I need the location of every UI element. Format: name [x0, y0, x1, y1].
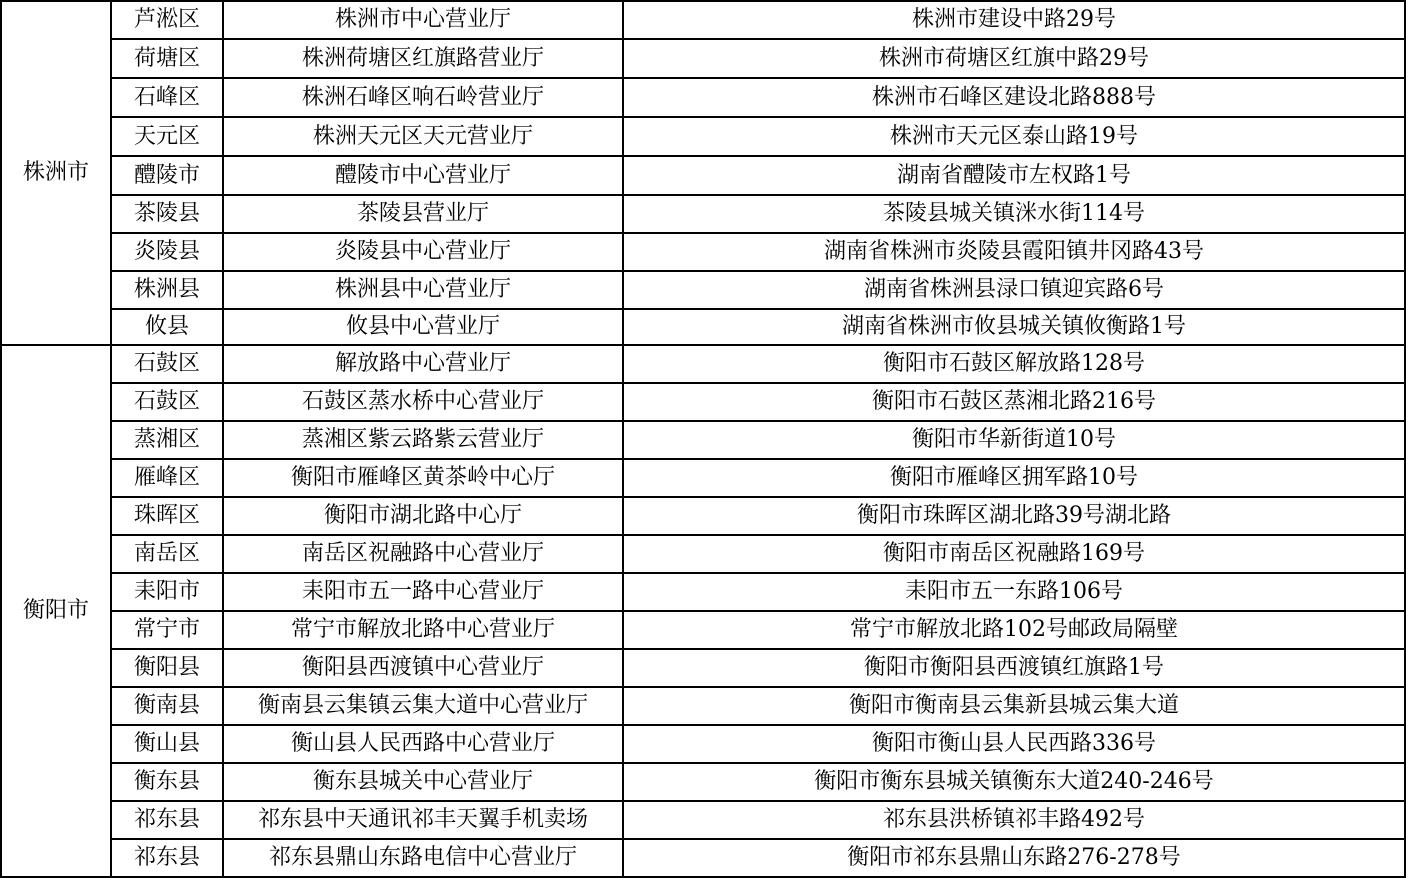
hall-name-cell: 解放路中心营业厅: [223, 345, 623, 383]
hall-name-cell: 株洲荷塘区红旗路营业厅: [223, 39, 623, 78]
district-cell: 茶陵县: [111, 195, 223, 233]
district-cell: 石峰区: [111, 78, 223, 117]
address-cell: 衡阳市石鼓区解放路128号: [623, 345, 1405, 383]
district-cell: 祁东县: [111, 839, 223, 877]
address-cell: 湖南省株洲县渌口镇迎宾路6号: [623, 271, 1405, 309]
table-row: [1, 801, 1405, 839]
address-cell: 衡阳市衡南县云集新县城云集大道: [623, 687, 1405, 725]
district-cell: 石鼓区: [111, 345, 223, 383]
address-cell: 祁东县洪桥镇祁丰路492号: [623, 801, 1405, 839]
hall-name-cell: 株洲市中心营业厅: [223, 1, 623, 39]
district-cell: 珠晖区: [111, 497, 223, 535]
district-cell: 衡南县: [111, 687, 223, 725]
address-cell: 衡阳市衡山县人民西路336号: [623, 725, 1405, 763]
address-cell: 株洲市建设中路29号: [623, 1, 1405, 39]
hall-name-cell: 耒阳市五一路中心营业厅: [223, 573, 623, 611]
hall-name-cell: 炎陵县中心营业厅: [223, 233, 623, 271]
district-cell: 祁东县: [111, 801, 223, 839]
table-row: [1, 1, 1405, 39]
table-row: [1, 345, 1405, 383]
address-cell: 株洲市石峰区建设北路888号: [623, 78, 1405, 117]
hall-name-cell: 祁东县鼎山东路电信中心营业厅: [223, 839, 623, 877]
hall-name-cell: 株洲县中心营业厅: [223, 271, 623, 309]
table-body: [1, 1, 1405, 877]
table-row: [1, 421, 1405, 459]
hall-name-cell: 衡阳市湖北路中心厅: [223, 497, 623, 535]
table-row: [1, 839, 1405, 877]
table-row: [1, 39, 1405, 78]
hall-name-cell: 攸县中心营业厅: [223, 309, 623, 345]
district-cell: 株洲县: [111, 271, 223, 309]
district-cell: 芦淞区: [111, 1, 223, 39]
hall-name-cell: 衡山县人民西路中心营业厅: [223, 725, 623, 763]
hall-name-cell: 蒸湘区紫云路紫云营业厅: [223, 421, 623, 459]
district-cell: 衡阳县: [111, 649, 223, 687]
address-cell: 常宁市解放北路102号邮政局隔壁: [623, 611, 1405, 649]
table-row: [1, 649, 1405, 687]
table-row: [1, 233, 1405, 271]
address-cell: 衡阳市石鼓区蒸湘北路216号: [623, 383, 1405, 421]
hall-name-cell: 株洲天元区天元营业厅: [223, 117, 623, 156]
hall-name-cell: 醴陵市中心营业厅: [223, 156, 623, 195]
hall-name-cell: 石鼓区蒸水桥中心营业厅: [223, 383, 623, 421]
city-cell: 株洲市: [1, 1, 111, 345]
address-cell: 耒阳市五一东路106号: [623, 573, 1405, 611]
district-cell: 荷塘区: [111, 39, 223, 78]
table-row: [1, 195, 1405, 233]
district-cell: 南岳区: [111, 535, 223, 573]
table-row: [1, 156, 1405, 195]
table-row: [1, 78, 1405, 117]
address-cell: 衡阳市衡东县城关镇衡东大道240-246号: [623, 763, 1405, 801]
district-cell: 常宁市: [111, 611, 223, 649]
address-cell: 衡阳市祁东县鼎山东路276-278号: [623, 839, 1405, 877]
table-row: [1, 725, 1405, 763]
hall-name-cell: 衡东县城关中心营业厅: [223, 763, 623, 801]
city-cell: 衡阳市: [1, 345, 111, 877]
table-row: [1, 497, 1405, 535]
table-row: [1, 535, 1405, 573]
table-row: [1, 309, 1405, 345]
hall-name-cell: 衡阳县西渡镇中心营业厅: [223, 649, 623, 687]
table-row: [1, 383, 1405, 421]
address-cell: 衡阳市华新街道10号: [623, 421, 1405, 459]
district-cell: 攸县: [111, 309, 223, 345]
table-row: [1, 611, 1405, 649]
address-cell: 衡阳市珠晖区湖北路39号湖北路: [623, 497, 1405, 535]
district-cell: 衡东县: [111, 763, 223, 801]
district-cell: 醴陵市: [111, 156, 223, 195]
address-cell: 株洲市荷塘区红旗中路29号: [623, 39, 1405, 78]
address-cell: 湖南省株洲市攸县城关镇攸衡路1号: [623, 309, 1405, 345]
table-row: [1, 271, 1405, 309]
hall-name-cell: 衡阳市雁峰区黄茶岭中心厅: [223, 459, 623, 497]
address-cell: 株洲市天元区泰山路19号: [623, 117, 1405, 156]
address-cell: 湖南省株洲市炎陵县霞阳镇井冈路43号: [623, 233, 1405, 271]
district-cell: 衡山县: [111, 725, 223, 763]
hall-name-cell: 常宁市解放北路中心营业厅: [223, 611, 623, 649]
table-row: [1, 117, 1405, 156]
hall-name-cell: 南岳区祝融路中心营业厅: [223, 535, 623, 573]
district-cell: 蒸湘区: [111, 421, 223, 459]
hall-name-cell: 祁东县中天通讯祁丰天翼手机卖场: [223, 801, 623, 839]
table-row: [1, 687, 1405, 725]
table-row: [1, 763, 1405, 801]
address-cell: 衡阳市南岳区祝融路169号: [623, 535, 1405, 573]
district-cell: 雁峰区: [111, 459, 223, 497]
address-cell: 茶陵县城关镇洣水街114号: [623, 195, 1405, 233]
district-cell: 石鼓区: [111, 383, 223, 421]
hall-name-cell: 衡南县云集镇云集大道中心营业厅: [223, 687, 623, 725]
table-row: [1, 459, 1405, 497]
hall-name-cell: 株洲石峰区响石岭营业厅: [223, 78, 623, 117]
table-row: [1, 573, 1405, 611]
address-cell: 衡阳市衡阳县西渡镇红旗路1号: [623, 649, 1405, 687]
address-cell: 衡阳市雁峰区拥军路10号: [623, 459, 1405, 497]
hall-name-cell: 茶陵县营业厅: [223, 195, 623, 233]
district-cell: 天元区: [111, 117, 223, 156]
address-cell: 湖南省醴陵市左权路1号: [623, 156, 1405, 195]
district-cell: 耒阳市: [111, 573, 223, 611]
district-cell: 炎陵县: [111, 233, 223, 271]
